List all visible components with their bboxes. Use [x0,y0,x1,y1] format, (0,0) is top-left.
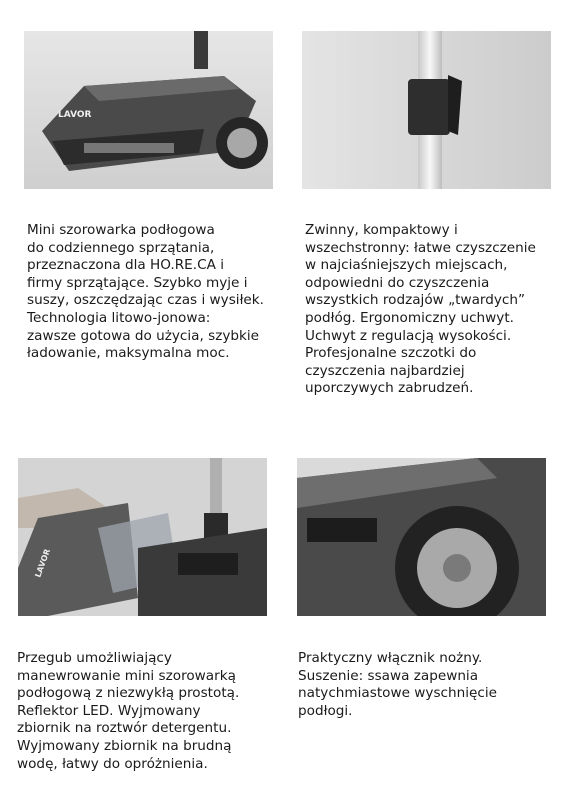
text-line: w najciaśniejszych miejscach, [305,257,508,274]
text-line: Technologia litowo-jonowa: [27,309,211,326]
text-line: manewrowanie mini szorowarką [17,667,236,684]
product-photo-floor-scrubber-front [24,31,273,189]
text-line: Zwinny, kompaktowy i [305,222,458,238]
text-line: zbiornik na roztwór detergentu. [17,720,232,737]
feature-description-2 [305,222,536,398]
brand-logo-text: LAVOR [58,110,92,120]
text-line: Reflektor LED. Wyjmowany [17,702,201,719]
text-line: firmy sprzątające. Szybko myje i [27,274,248,291]
feature-description-4 [298,650,497,720]
product-photo-tank-removal [18,458,267,616]
text-line: Praktyczny włącznik nożny. [298,650,483,666]
text-line: Przegub umożliwiający [17,650,172,666]
feature-description-1 [27,222,264,363]
text-line: podłogi. [298,702,353,719]
text-line: Mini szorowarka podłogowa [27,222,215,238]
text-line: Suszenie: ssawa zapewnia [298,667,479,684]
brand-logo-text: LAVOR [33,547,53,579]
text-line: Uchwyt z regulacją wysokości. [305,327,512,344]
text-line: wodę, łatwy do opróżnienia. [17,755,208,772]
text-line: zawsze gotowa do użycia, szybkie [27,327,260,344]
text-line: przeznaczona dla HO.RE.CA i [27,257,224,274]
text-line: czyszczenia najbardziej [305,362,465,379]
text-line: wszystkich rodzajów „twardych” [305,292,526,309]
text-line: wszechstronny: łatwe czyszczenie [305,239,536,256]
text-line: Wyjmowany zbiornik na brudną [17,737,232,754]
text-line: natychmiastowe wyschnięcie [298,685,497,702]
text-line: do codziennego sprzątania, [27,239,215,256]
product-photo-wheel-detail [297,458,546,616]
text-line: suszy, oszczędzając czas i wysiłek. [27,292,264,309]
text-line: odpowiedni do czyszczenia [305,274,490,291]
text-line: Profesjonalne szczotki do [305,345,477,362]
text-line: ładowanie, maksymalna moc. [27,345,230,362]
product-photo-handle-clamp [302,31,551,189]
feature-description-3 [17,650,239,773]
text-line: podłogową z niezwykłą prostotą. [17,685,240,702]
text-line: podłóg. Ergonomiczny uchwyt. [305,309,514,326]
text-line: uporczywych zabrudzeń. [305,380,474,397]
